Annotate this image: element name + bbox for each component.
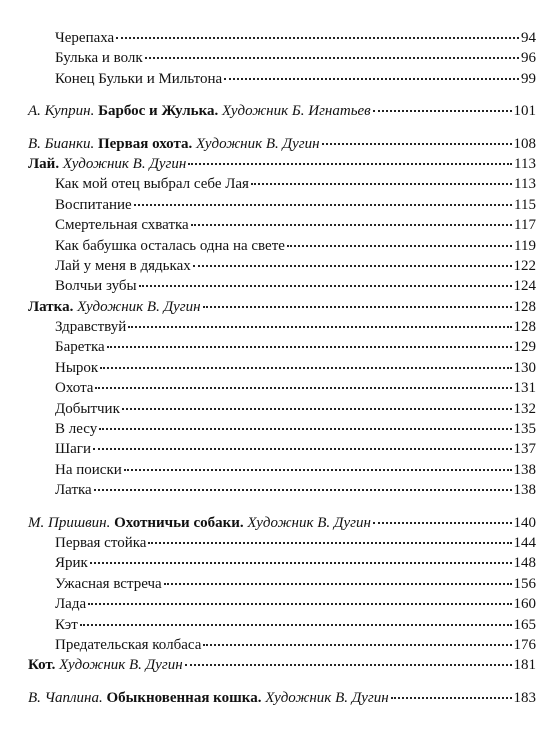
toc-entry-title: Смертельная схватка <box>55 217 189 234</box>
toc-entry-title: Предательская колбаса <box>55 636 202 653</box>
toc-entry-page: 148 <box>513 555 536 572</box>
toc-entry <box>28 480 536 500</box>
dot-leader <box>100 367 511 369</box>
toc-entry-title: Воспитание <box>55 196 132 213</box>
dot-leader <box>251 183 512 185</box>
toc-entry-title: Черепаха <box>55 30 115 46</box>
toc-entry-page: 124 <box>513 278 536 295</box>
toc-entry-title: Как мой отец выбрал себе Лая <box>55 176 249 193</box>
toc-entry <box>28 419 536 439</box>
illustrator-credit: Художник Б. Игнатьев <box>222 103 371 120</box>
illustrator-credit: Художник В. Дугин <box>265 689 389 706</box>
dot-leader <box>322 143 512 145</box>
work-title: Барбос и Жулька. <box>98 103 219 120</box>
toc-entry <box>28 195 536 215</box>
toc-entry-page: 181 <box>513 657 536 674</box>
toc-entry <box>28 48 536 68</box>
dot-leader <box>193 265 512 267</box>
table-of-contents <box>28 28 536 708</box>
toc-entry <box>28 378 536 398</box>
toc-entry-title: Латка <box>55 482 92 499</box>
toc-entry-page: 138 <box>513 482 536 499</box>
toc-entry-title: Булька и волк <box>55 50 143 67</box>
toc-entry-page: 96 <box>521 50 536 67</box>
toc-entry <box>28 317 536 337</box>
toc-entry <box>28 399 536 419</box>
dot-leader <box>191 224 512 226</box>
author-name: В. Чаплина. <box>28 689 103 706</box>
toc-entry-title: Шаги <box>55 441 91 458</box>
toc-entry-page: 156 <box>513 575 536 592</box>
toc-entry-page: 131 <box>513 380 536 397</box>
dot-leader <box>373 110 512 112</box>
toc-work-title-group <box>28 101 371 121</box>
toc-entry-page: 183 <box>513 689 536 706</box>
toc-entry <box>28 215 536 235</box>
dot-leader <box>122 408 512 410</box>
author-name: А. Куприн. <box>28 103 95 120</box>
toc-entry <box>28 358 536 378</box>
toc-work-title-group <box>28 297 201 317</box>
toc-entry-page: 101 <box>513 103 536 120</box>
toc-entry-page: 113 <box>514 176 536 193</box>
toc-entry-page: 117 <box>514 217 536 234</box>
work-title: Обыкновенная кошка. <box>106 689 262 706</box>
toc-entry <box>28 460 536 480</box>
dot-leader <box>391 697 512 699</box>
work-title: Кот. <box>28 657 56 674</box>
toc-entry-page: 128 <box>513 298 536 315</box>
toc-entry-page: 144 <box>513 534 536 551</box>
toc-entry <box>28 553 536 573</box>
toc-entry <box>28 615 536 635</box>
toc-entry-page: 128 <box>513 319 536 336</box>
toc-entry-page: 176 <box>513 636 536 653</box>
toc-entry-page: 135 <box>513 421 536 438</box>
author-name: В. Бианки. <box>28 135 95 152</box>
toc-entry-page: 113 <box>514 155 536 172</box>
toc-entry-title: Кэт <box>55 616 78 633</box>
dot-leader <box>185 664 512 666</box>
illustrator-credit: Художник В. Дугин <box>247 514 371 531</box>
dot-leader <box>203 306 512 308</box>
dot-leader <box>95 387 511 389</box>
toc-entry-title: На поиски <box>55 461 122 478</box>
toc-entry-title: Лай у меня в дядьках <box>55 257 191 274</box>
work-title: Лай. <box>28 155 60 172</box>
toc-entry-page: 122 <box>513 257 536 274</box>
toc-entry-page: 130 <box>513 359 536 376</box>
toc-entry-title: Волчьи зубы <box>55 278 137 295</box>
toc-entry <box>28 337 536 357</box>
dot-leader <box>128 326 511 328</box>
toc-entry <box>28 635 536 655</box>
author-name: М. Пришвин. <box>28 514 111 531</box>
dot-leader <box>99 428 511 430</box>
toc-work-title-group <box>28 134 320 154</box>
toc-entry-title: Первая стойка <box>55 534 147 551</box>
toc-work-title-group <box>28 513 371 533</box>
toc-entry <box>28 594 536 614</box>
dot-leader <box>148 542 511 544</box>
toc-work-entry <box>28 101 536 121</box>
dot-leader <box>145 57 519 59</box>
toc-entry-page: 140 <box>513 514 536 531</box>
toc-entry <box>28 174 536 194</box>
toc-entry-page: 119 <box>514 237 536 254</box>
toc-entry <box>28 236 536 256</box>
dot-leader <box>224 78 519 80</box>
dot-leader <box>188 163 512 165</box>
dot-leader <box>80 624 512 626</box>
toc-entry-title: Баретка <box>55 339 105 356</box>
toc-work-entry <box>28 513 536 533</box>
toc-work-entry <box>28 688 536 708</box>
toc-entry-page: 138 <box>513 461 536 478</box>
toc-entry-page: 137 <box>513 441 536 458</box>
dot-leader <box>139 285 512 287</box>
dot-leader <box>93 448 512 450</box>
toc-entry-title: Охота <box>55 380 94 397</box>
dot-leader <box>90 562 512 564</box>
toc-entry-page: 129 <box>513 339 536 356</box>
toc-entry-title: Добытчик <box>55 400 120 417</box>
toc-entry <box>28 574 536 594</box>
illustrator-credit: Художник В. Дугин <box>77 298 201 315</box>
illustrator-credit: Художник В. Дугин <box>59 657 183 674</box>
toc-entry <box>28 28 536 48</box>
illustrator-credit: Художник В. Дугин <box>62 155 187 172</box>
toc-entry-page: 99 <box>521 70 536 87</box>
toc-entry-title: Здравствуй <box>55 319 127 336</box>
toc-entry-title: Лада <box>55 596 87 613</box>
toc-work-entry <box>28 154 536 174</box>
work-title: Латка. <box>28 298 74 315</box>
toc-entry <box>28 69 536 89</box>
toc-entry-page: 132 <box>513 400 536 417</box>
work-title: Первая охота. <box>97 135 193 152</box>
toc-entry <box>28 439 536 459</box>
dot-leader <box>124 469 512 471</box>
toc-work-entry <box>28 655 536 675</box>
toc-work-entry <box>28 134 536 154</box>
dot-leader <box>94 489 512 491</box>
dot-leader <box>287 245 512 247</box>
toc-entry-title: Ярик <box>55 555 88 572</box>
toc-entry-page: 160 <box>513 596 536 613</box>
toc-entry-page: 94 <box>521 30 536 46</box>
toc-entry-title: В лесу <box>55 421 98 438</box>
toc-entry-title: Конец Бульки и Мильтона <box>55 70 223 87</box>
dot-leader <box>203 644 511 646</box>
toc-work-title-group <box>28 688 389 708</box>
toc-entry-page: 165 <box>513 616 536 633</box>
dot-leader <box>88 603 511 605</box>
illustrator-credit: Художник В. Дугин <box>196 135 320 152</box>
work-title: Охотничьи собаки. <box>114 514 244 531</box>
toc-entry-title: Нырок <box>55 359 99 376</box>
toc-entry <box>28 533 536 553</box>
dot-leader <box>373 522 512 524</box>
toc-entry-title: Ужасная встреча <box>55 575 162 592</box>
toc-work-entry <box>28 297 536 317</box>
toc-entry-page: 115 <box>514 196 536 213</box>
toc-work-title-group <box>28 655 183 675</box>
dot-leader <box>164 583 512 585</box>
dot-leader <box>116 37 519 39</box>
dot-leader <box>107 346 512 348</box>
toc-entry <box>28 276 536 296</box>
dot-leader <box>134 204 512 206</box>
toc-entry-page: 108 <box>513 135 536 152</box>
toc-entry <box>28 256 536 276</box>
toc-entry-title: Как бабушка осталась одна на свете <box>55 237 285 254</box>
toc-work-title-group <box>28 154 186 174</box>
